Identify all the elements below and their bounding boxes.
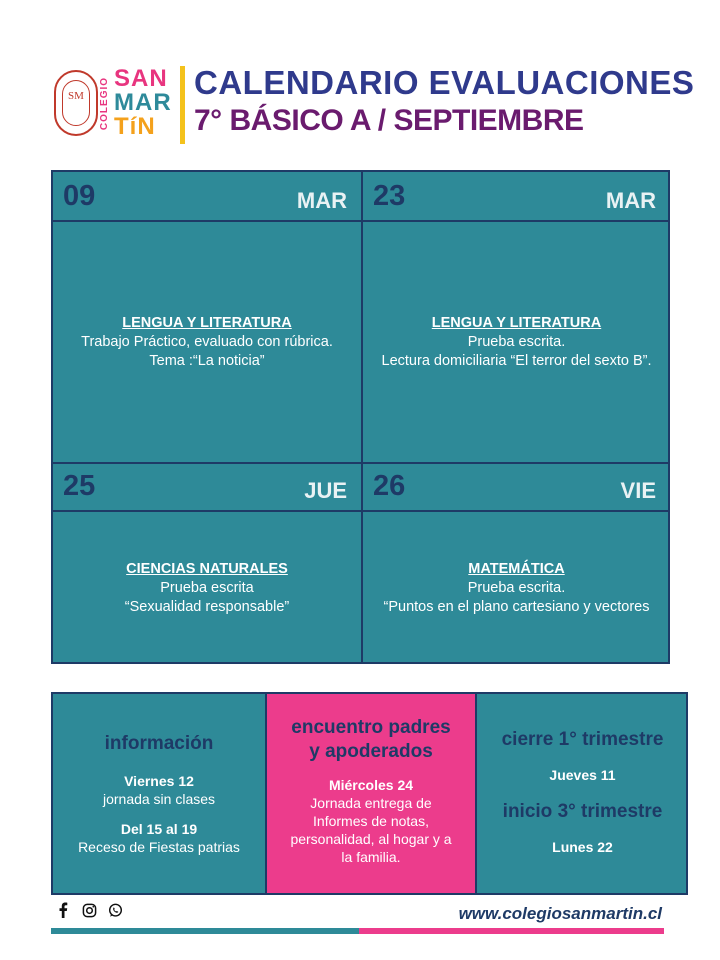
info-date: Viernes 12: [124, 773, 194, 789]
logo-word-san: SAN: [114, 65, 168, 92]
grid-divider: [53, 510, 668, 512]
info-panel: [51, 692, 688, 895]
cell-line: Prueba escrita: [160, 580, 254, 596]
info-heading: encuentro padres: [291, 717, 451, 738]
instagram-icon[interactable]: [80, 901, 98, 919]
calendar-grid: [51, 170, 670, 664]
footer-bar-teal: [51, 928, 359, 934]
logo-word-tin: TíN: [114, 113, 156, 140]
info-date: Miércoles 24: [328, 777, 414, 793]
cell-line: Prueba escrita.: [467, 580, 566, 596]
cell-content: [53, 314, 361, 371]
info-date: Lunes 22: [552, 839, 613, 855]
facebook-icon[interactable]: [54, 901, 72, 919]
cell-line: Trabajo Práctico, evaluado con rúbrica.: [81, 334, 333, 350]
info-text: Receso de Fiestas patrias: [78, 839, 240, 855]
info-text: la familia.: [341, 849, 401, 865]
footer-bar-pink: [359, 928, 664, 934]
logo-colegio-text: COLEGIO: [99, 76, 111, 131]
info-text: Jornada entrega de: [310, 795, 432, 811]
logo-word-mar: MAR: [114, 89, 172, 116]
cell-line: Prueba escrita.: [467, 334, 566, 350]
cell-header: [363, 172, 670, 220]
cell-header: [53, 172, 361, 220]
info-text: jornada sin clases: [102, 791, 216, 807]
page-subtitle: 7° BÁSICO A / SEPTIEMBRE: [194, 104, 584, 137]
cell-subject: CIENCIAS NATURALES: [126, 561, 288, 577]
cell-day: 23: [373, 180, 406, 212]
cell-subject: LENGUA Y LITERATURA: [122, 315, 292, 331]
school-logo: [54, 62, 188, 146]
cell-day: 25: [63, 470, 96, 502]
info-heading: cierre 1° trimestre: [501, 729, 664, 750]
info-heading: inicio 3° trimestre: [502, 801, 663, 822]
cell-subject: MATEMÁTICA: [468, 561, 565, 577]
info-middle-column: [265, 694, 477, 893]
cell-header: [363, 462, 670, 510]
website-link[interactable]: www.colegiosanmartin.cl: [458, 904, 662, 923]
info-date: Jueves 11: [549, 767, 616, 783]
info-text: Informes de notas,: [313, 813, 429, 829]
info-heading: información: [104, 733, 214, 754]
cell-day: 09: [63, 180, 96, 212]
info-text: personalidad, al hogar y a: [290, 831, 452, 847]
info-left-column: [53, 694, 265, 893]
logo-divider: [180, 66, 185, 144]
cell-day: 26: [373, 470, 406, 502]
info-heading: y apoderados: [309, 741, 433, 762]
cell-weekday: MAR: [605, 188, 656, 213]
info-date: Del 15 al 19: [120, 821, 198, 837]
cell-line: “Puntos en el plano cartesiano y vectores: [383, 599, 650, 615]
cell-content: [363, 560, 670, 617]
cell-weekday: VIE: [620, 478, 656, 503]
cell-weekday: MAR: [296, 188, 347, 213]
page-title: CALENDARIO EVALUACIONES: [194, 64, 695, 101]
whatsapp-icon[interactable]: [106, 901, 124, 919]
cell-line: “Sexualidad responsable”: [124, 599, 290, 615]
social-links: [54, 901, 124, 919]
cell-line: Lectura domiciliaria “El terror del sexto B”.: [381, 353, 652, 369]
grid-divider: [53, 220, 668, 222]
info-right-column: [477, 694, 688, 893]
seal-text: SM: [62, 80, 90, 126]
cell-content: [363, 314, 670, 371]
cell-header: [53, 462, 361, 510]
cell-content: [53, 560, 361, 617]
cell-subject: LENGUA Y LITERATURA: [431, 315, 602, 331]
cell-weekday: JUE: [304, 478, 347, 503]
seal-icon: [54, 70, 98, 136]
cell-line: Tema :“La noticia”: [149, 353, 265, 369]
